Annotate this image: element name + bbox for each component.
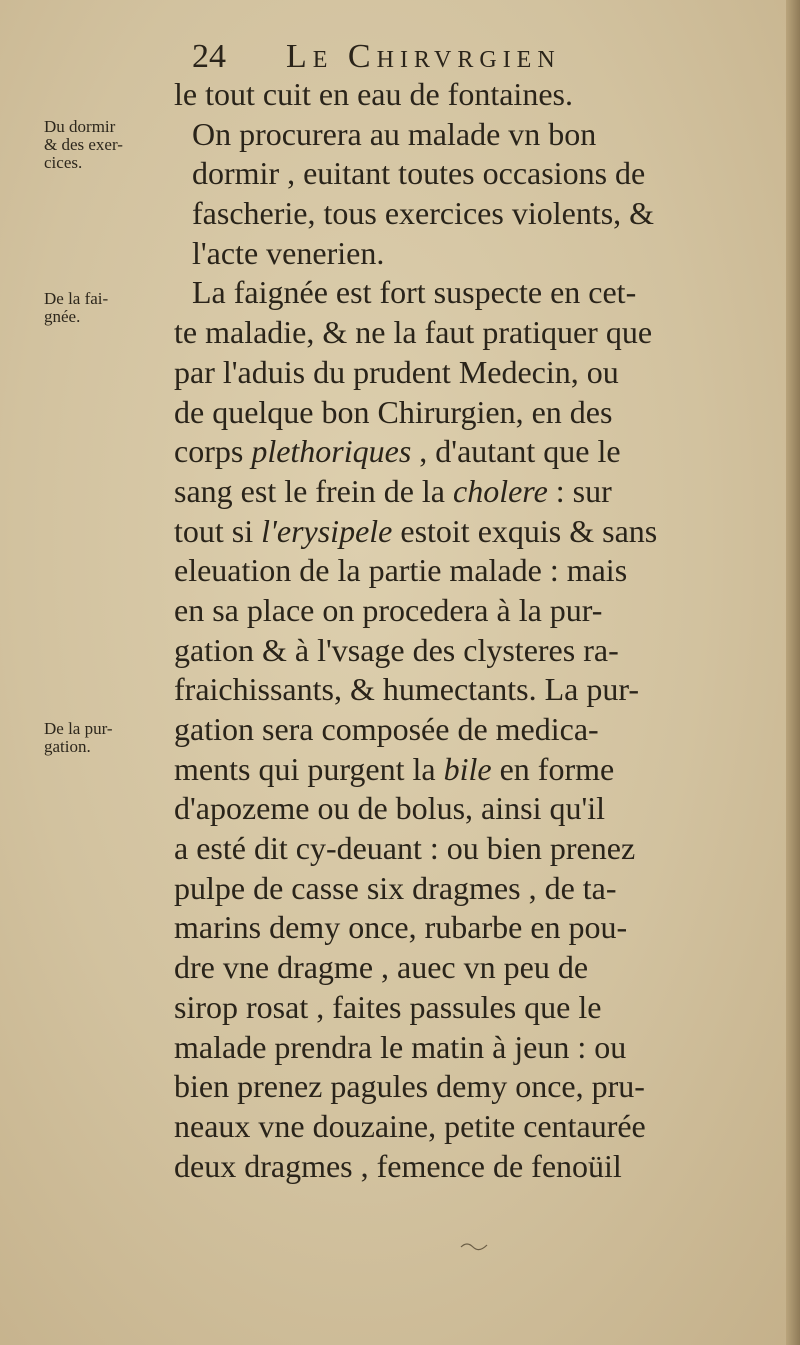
page-edge [786, 0, 800, 1345]
margin-note-saignee: De la fai- gnée. [44, 289, 109, 326]
text-line: neaux vne douzaine, petite centaurée [174, 1107, 646, 1144]
text-line: fascherie, tous exercices violents, & [192, 195, 655, 232]
text-line: par l'aduis du prudent Medecin, ou [174, 353, 619, 390]
text-line: te maladie, & ne la faut pratiquer que [174, 314, 653, 351]
page-number: 24 [192, 38, 226, 75]
signature-mark [455, 1235, 495, 1255]
text-line: dre vne dragme , auec vn peu de [174, 949, 589, 986]
margin-note-purgation: De la pur- gation. [44, 719, 113, 756]
running-title: Le Chirvrgien [286, 38, 561, 75]
text-line: malade prendra le matin à jeun : ou [174, 1028, 627, 1065]
text-line: le tout cuit en eau de fontaines. [174, 76, 573, 112]
text-line: gation sera composée de medica- [174, 711, 599, 747]
text-line: bien prenez pagules demy once, pru- [174, 1068, 645, 1105]
text-line: l'acte venerien. [192, 234, 385, 271]
text-line: fraichissants, & humectants. La pur- [174, 671, 639, 708]
text-line: marins demy once, rubarbe en pou- [174, 909, 628, 946]
text-line: eleuation de la partie malade : mais [174, 552, 628, 589]
printer-mark-icon [455, 1235, 495, 1255]
text-line: de quelque bon Chirurgien, en des [174, 393, 613, 430]
text-line: a esté dit cy-deuant : ou bien prenez [174, 830, 636, 867]
text-line: sirop rosat , faites passules que le [174, 988, 602, 1025]
text-line: deux dragmes , femence de fenoüil [174, 1147, 622, 1184]
text-line: pulpe de casse six dragmes , de ta- [174, 869, 617, 906]
text-line: dormir , euitant toutes occasions de [192, 155, 646, 192]
text-line: corps plethoriques , d'autant que le [174, 433, 621, 470]
text-line: tout si l'erysipele estoit exquis & sans [174, 512, 658, 549]
text-line: On procurera au malade vn bon [192, 115, 597, 152]
text-line: ments qui purgent la bile en forme [174, 750, 615, 787]
margin-note-dormir: Du dormir & des exer- cices. [44, 117, 123, 172]
text-line: d'apozeme ou de bolus, ainsi qu'il [174, 790, 605, 827]
text-line: gation & à l'vsage des clysteres ra- [174, 631, 619, 668]
text-line: sang est le frein de la cholere : sur [174, 472, 612, 509]
body-text [150, 75, 770, 1186]
text-line: La faignée est fort suspecte en cet- [192, 274, 637, 311]
text-line: en sa place on procedera à la pur- [174, 591, 603, 628]
